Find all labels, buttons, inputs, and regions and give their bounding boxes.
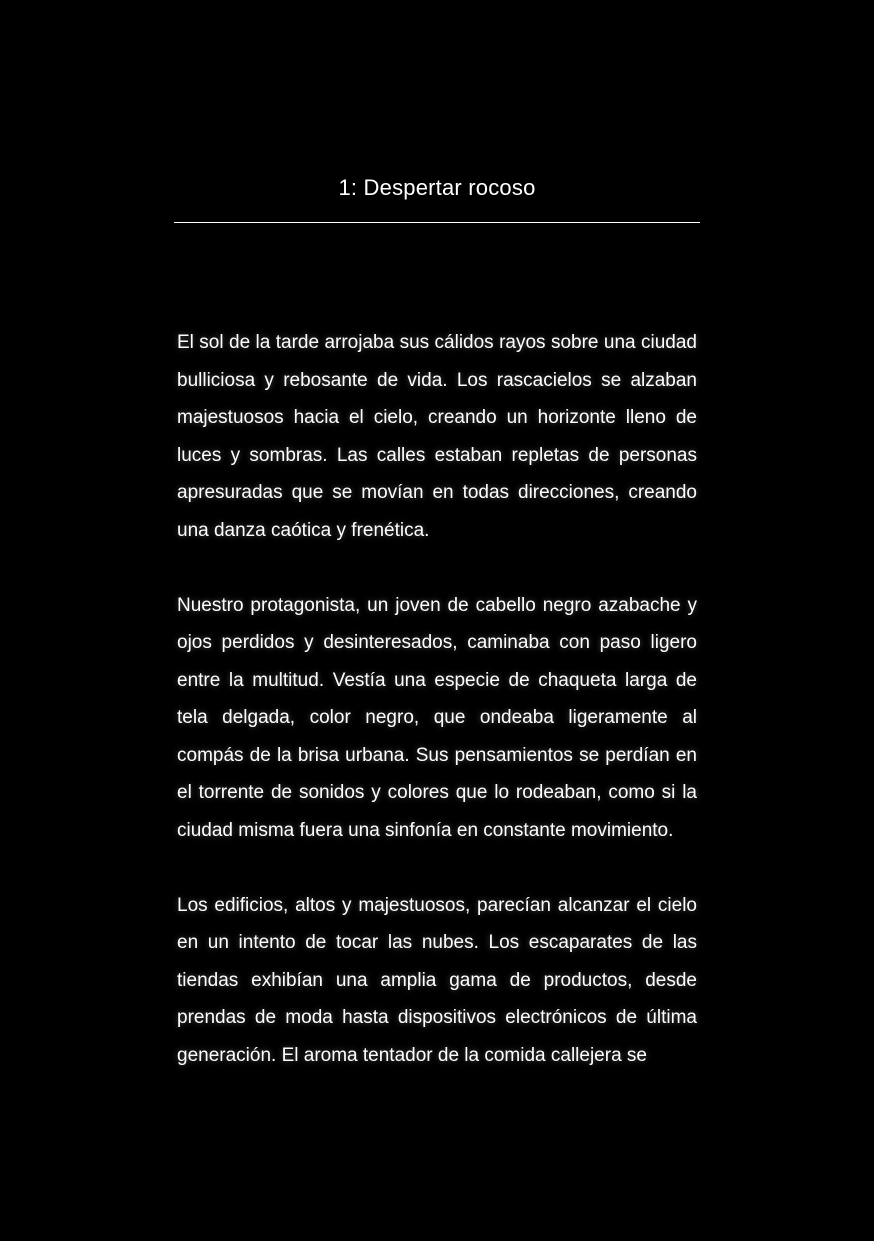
paragraph-2: Nuestro protagonista, un joven de cabello negro azabache y ojos perdidos y desinteresados, caminaba con paso ligero entre la multitud. Vestía una especie de chaqueta larga de tela delgada, color negro, que ondeaba ligeramente al compás de la brisa urbana. Sus pensamientos se perdían en el torrente de sonidos y colores que lo rodeaban, como si la ciudad misma fuera una sinfonía en constante movimiento. xyxy=(177,594,697,841)
paragraph-3: Los edificios, altos y majestuosos, parecían alcanzar el cielo en un intento de tocar las nubes. Los escaparates de las tiendas exhibían una amplia gama de productos, desde prendas de moda hasta dispositivos electrónicos de última generación. El aroma tentador de la comida callejera se xyxy=(177,894,697,1066)
chapter-title: 1: Despertar rocoso xyxy=(338,175,536,200)
paragraph-1: El sol de la tarde arrojaba sus cálidos rayos sobre una ciudad bulliciosa y rebosante de vida. Los rascacielos se alzaban majestuosos hacia el cielo, creando un horizonte lleno de luces y sombras. Las calles estaban repletas de personas apresuradas que se movían en todas direcciones, creando una danza caótica y frenética. xyxy=(177,332,697,541)
chapter-body xyxy=(177,324,697,1112)
title-divider xyxy=(174,222,700,223)
